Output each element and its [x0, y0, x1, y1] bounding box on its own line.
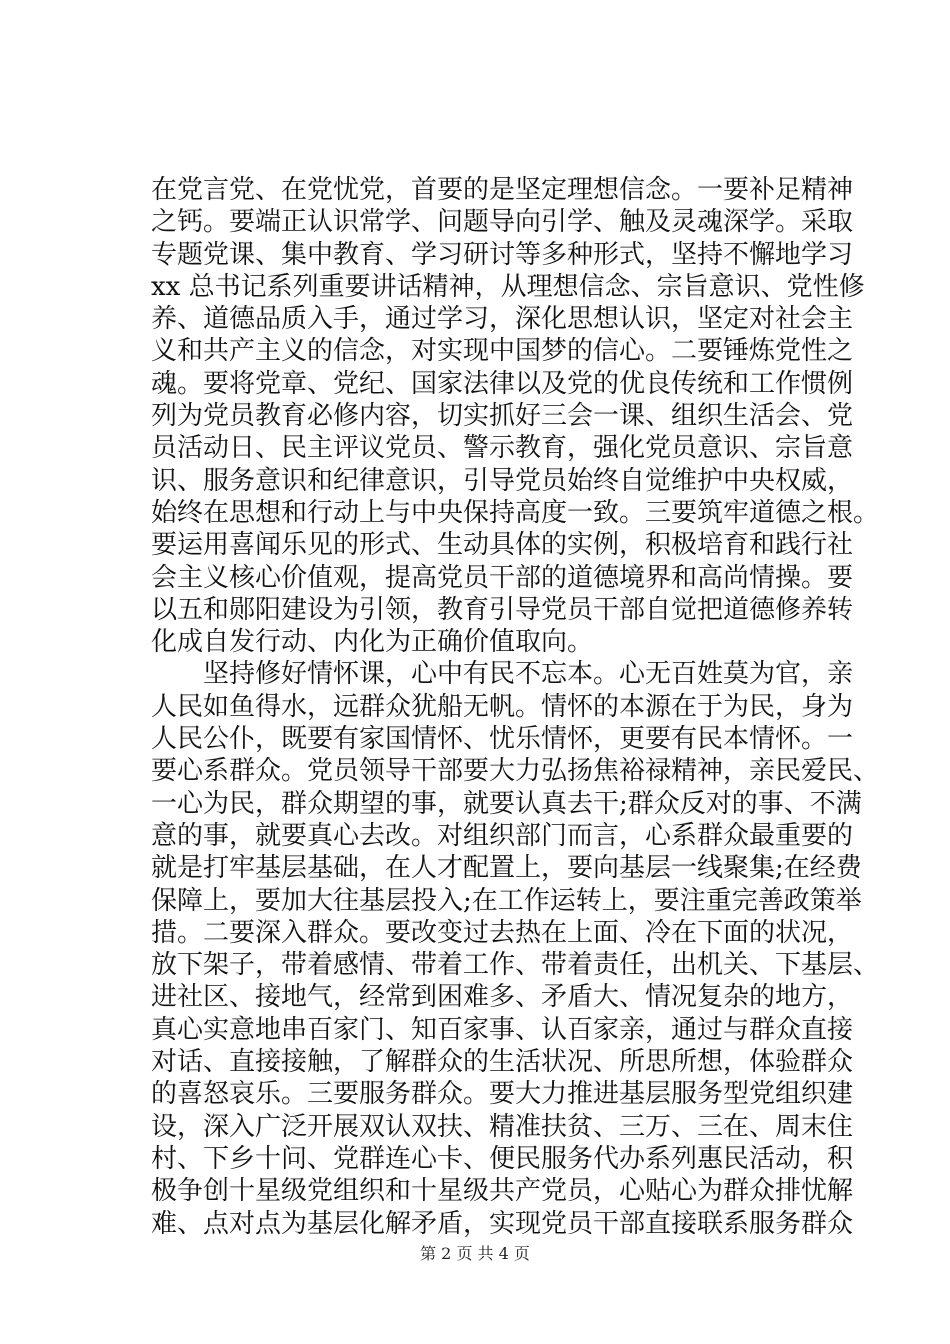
text-line: 极争创十星级党组织和十星级共产党员，心贴心为群众排忧解 [151, 1176, 854, 1207]
paragraph-start-line: 坚持修好情怀课，心中有民不忘本。心无百姓莫为官，亲 [203, 659, 854, 690]
text-line: 一心为民，群众期望的事，就要认真去干;群众反对的事、不满 [151, 788, 862, 819]
text-line: 识、服务意识和纪律意识，引导党员始终自觉维护中央权威， [151, 465, 854, 496]
text-line: 难、点对点为基层化解矛盾，实现党员干部直接联系服务群众 [151, 1208, 854, 1239]
text-line: xx 总书记系列重要讲话精神，从理想信念、宗旨意识、党性修 [151, 271, 865, 302]
body-text [151, 174, 880, 1240]
text-line: 魂。要将党章、党纪、国家法律以及党的优良传统和工作惯例 [151, 368, 854, 399]
text-line: 村、下乡十问、党群连心卡、便民服务代办系列惠民活动，积 [151, 1143, 854, 1174]
text-line: 列为党员教育必修内容，切实抓好三会一课、组织生活会、党 [151, 401, 854, 432]
text-line: 要心系群众。党员领导干部要大力弘扬焦裕禄精神，亲民爱民、 [151, 756, 880, 787]
text-line: 意的事，就要真心去改。对组织部门而言，心系群众最重要的 [151, 820, 854, 851]
text-line: 养、道德品质入手，通过学习，深化思想认识，坚定对社会主 [151, 304, 854, 335]
text-line: 始终在思想和行动上与中央保持高度一致。三要筑牢道德之根。 [151, 497, 880, 528]
text-line: 专题党课、集中教育、学习研讨等多种形式，坚持不懈地学习 [151, 239, 854, 270]
text-line: 放下架子，带着感情、带着工作、带着责任，出机关、下基层、 [151, 950, 880, 981]
text-line: 会主义核心价值观，提高党员干部的道德境界和高尚情操。要 [151, 562, 854, 593]
page-number-footer: 第 2 页 共 4 页 [420, 1244, 530, 1263]
text-line: 之钙。要端正认识常学、问题导向引学、触及灵魂深学。采取 [151, 207, 854, 238]
text-line: 义和共产主义的信念，对实现中国梦的信心。二要锤炼党性之 [151, 336, 854, 367]
text-line: 在党言党、在党忧党，首要的是坚定理想信念。一要补足精神 [151, 175, 854, 205]
text-line: 保障上，要加大往基层投入;在工作运转上，要注重完善政策举 [151, 885, 862, 916]
text-line: 员活动日、民主评议党员、警示教育，强化党员意识、宗旨意 [151, 433, 854, 464]
text-line: 真心实意地串百家门、知百家事、认百家亲，通过与群众直接 [151, 1014, 854, 1045]
text-line: 要运用喜闻乐见的形式、生动具体的实例，积极培育和践行社 [151, 530, 854, 561]
text-line: 措。二要深入群众。要改变过去热在上面、冷在下面的状况， [151, 917, 854, 948]
text-line: 就是打牢基层基础，在人才配置上，要向基层一线聚集;在经费 [151, 853, 862, 884]
text-line: 的喜怒哀乐。三要服务群众。要大力推进基层服务型党组织建 [151, 1079, 854, 1110]
text-line: 进社区、接地气，经常到困难多、矛盾大、情况复杂的地方， [151, 982, 854, 1013]
text-line: 设，深入广泛开展双认双扶、精准扶贫、三万、三在、周末住 [151, 1111, 854, 1142]
text-line: 人民如鱼得水，远群众犹船无帆。情怀的本源在于为民，身为 [151, 691, 854, 722]
text-line: 以五和郧阳建设为引领，教育引导党员干部自觉把道德修养转 [151, 594, 854, 625]
text-line: 对话、直接接触，了解群众的生活状况、所思所想，体验群众 [151, 1047, 854, 1078]
text-line: 化成自发行动、内化为正确价值取向。 [151, 627, 594, 658]
text-line: 人民公仆，既要有家国情怀、忧乐情怀，更要有民本情怀。一 [151, 724, 854, 755]
